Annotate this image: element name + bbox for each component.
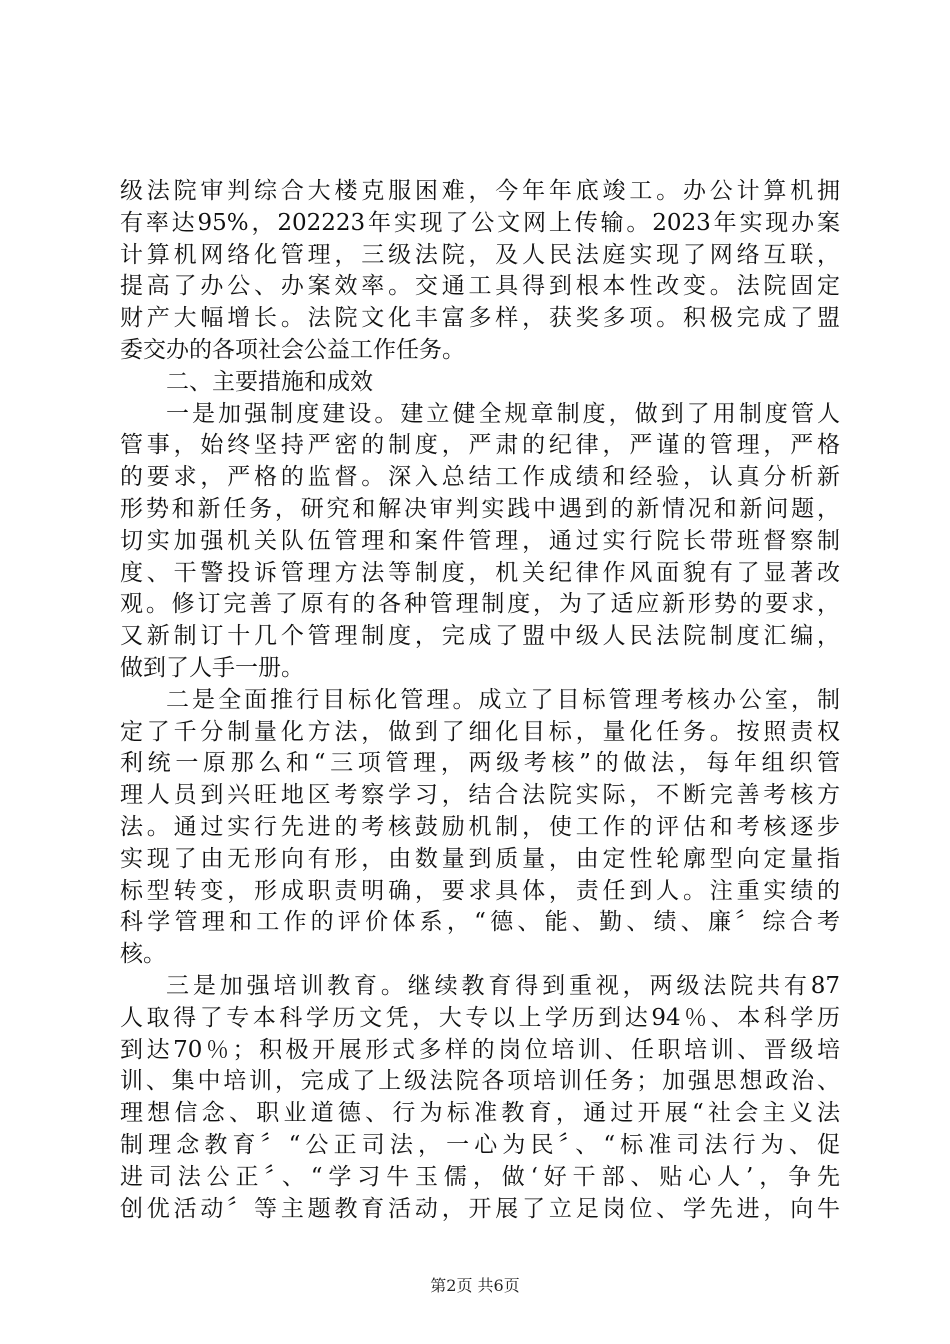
text-line: 提高了办公、办案效率。交通工具得到根本性改变。法院固定 [120,273,840,300]
paragraph-first-line: 二是全面推行目标化管理。成立了目标管理考核办公室，制 [166,686,840,713]
document-body [120,176,840,1225]
page-number: 第2页 共6页 [430,1276,520,1295]
section-heading: 二、主要措施和成效 [166,368,373,395]
text-line: 委交办的各项社会公益工作任务。 [120,336,465,363]
text-line: 制理念教育〞“公正司法，一心为民〞、“标准司法行为、促 [120,1131,840,1158]
text-line: 切实加强机关队伍管理和案件管理，通过实行院长带班督察制 [120,527,840,554]
text-line: 计算机网络化管理，三级法院，及人民法庭实现了网络互联， [120,241,840,268]
text-line: 形势和新任务，研究和解决审判实践中遇到的新情况和新问题， [120,495,840,522]
page-footer [0,1273,950,1296]
text-line: 核。 [120,941,166,968]
text-line: 科学管理和工作的评价体系，“德、能、勤、绩、廉〞综合考 [120,909,840,936]
paragraph-first-line: 三是加强培训教育。继续教育得到重视，两级法院共有87 [166,972,840,999]
text-line: 理想信念、职业道德、行为标准教育，通过开展“社会主义法 [120,1100,840,1127]
text-line: 级法院审判综合大楼克服困难，今年年底竣工。办公计算机拥 [120,178,840,204]
text-line: 观。修订完善了原有的各种管理制度，为了适应新形势的要求， [120,591,840,618]
text-line: 有率达95%，202223年实现了公文网上传输。2023年实现办案 [120,209,840,236]
text-line: 做到了人手一册。 [120,654,304,681]
text-line: 创优活动〞等主题教育活动，开展了立足岗位、学先进，向牛 [120,1195,840,1222]
text-line: 人取得了专本科学历文凭，大专以上学历到达94％、本科学历 [120,1004,840,1031]
text-line: 定了千分制量化方法，做到了细化目标，量化任务。按照责权 [120,718,840,745]
text-line: 进司法公正〞、“学习牛玉儒，做‘好干部、贴心人’，争先 [120,1163,840,1190]
text-line: 训、集中培训，完成了上级法院各项培训任务；加强思想政治、 [120,1068,840,1095]
text-line: 管事，始终坚持严密的制度，严肃的纪律，严谨的管理，严格 [120,432,840,459]
text-line: 到达70％；积极开展形式多样的岗位培训、任职培训、晋级培 [120,1036,840,1063]
paragraph-first-line: 一是加强制度建设。建立健全规章制度，做到了用制度管人 [166,400,840,427]
text-line: 实现了由无形向有形，由数量到质量，由定性轮廓型向定量指 [120,845,840,872]
text-line: 度、干警投诉管理方法等制度，机关纪律作风面貌有了显著改 [120,559,840,586]
text-line: 理人员到兴旺地区考察学习，结合法院实际，不断完善考核方 [120,782,840,809]
text-line: 法。通过实行先进的考核鼓励机制，使工作的评估和考核逐步 [120,813,840,840]
text-line: 标型转变，形成职责明确，要求具体，责任到人。注重实绩的 [120,877,840,904]
text-line: 财产大幅增长。法院文化丰富多样，获奖多项。积极完成了盟 [120,305,840,332]
text-line: 的要求，严格的监督。深入总结工作成绩和经验，认真分析新 [120,464,840,491]
text-line: 又新制订十几个管理制度，完成了盟中级人民法院制度汇编， [120,623,840,650]
text-line: 利统一原那么和“三项管理，两级考核”的做法，每年组织管 [120,750,840,777]
